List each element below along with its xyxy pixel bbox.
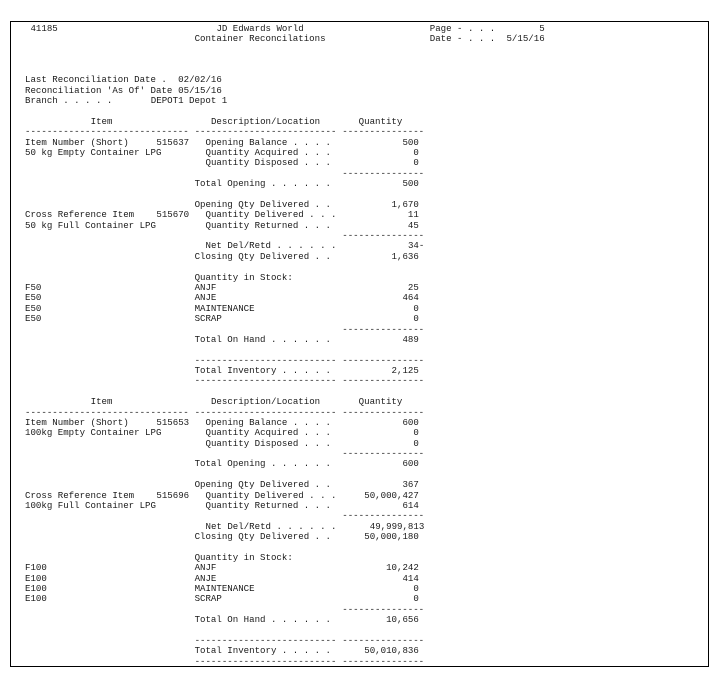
closing-qty-delivered-value: 1,636	[391, 250, 419, 262]
last-recon-label: Last Reconciliation Date .	[25, 74, 167, 86]
quantity-delivered-label: Quantity Delivered . . .	[205, 209, 337, 221]
column-header-item: Item	[90, 115, 113, 127]
total-opening-value: 500	[402, 178, 419, 190]
total-opening-value: 600	[402, 458, 419, 470]
net-del-retd-value: 34-	[407, 240, 425, 252]
column-header-quantity: Quantity	[358, 396, 403, 408]
stock-location: SCRAP	[194, 593, 222, 605]
total-opening-label: Total Opening . . . . . .	[194, 458, 331, 470]
report-title: Container Reconcilations	[194, 32, 326, 44]
opening-balance-label: Opening Balance . . . .	[205, 136, 332, 148]
opening-balance-value: 600	[402, 416, 419, 428]
date-label: Date - . . .	[429, 32, 496, 44]
divider: ------------------------------	[25, 406, 189, 418]
quantity-delivered-value: 50,000,427	[364, 489, 419, 501]
cross-reference-label: Cross Reference Item	[25, 489, 135, 501]
as-of-value: 05/15/16	[178, 84, 222, 96]
column-header-quantity: Quantity	[358, 115, 403, 127]
total-on-hand-label: Total On Hand . . . . . .	[194, 614, 331, 626]
closing-qty-delivered-label: Closing Qty Delivered . .	[194, 250, 331, 262]
stock-item: F100	[25, 562, 47, 574]
stock-quantity: 414	[402, 572, 419, 584]
divider: ---------------	[342, 634, 425, 646]
item-number-label: Item Number (Short)	[25, 416, 129, 428]
stock-location: SCRAP	[194, 313, 222, 325]
column-header-description: Description/Location	[210, 396, 321, 408]
stock-item: E100	[25, 593, 47, 605]
closing-qty-delivered-value: 50,000,180	[364, 531, 419, 543]
stock-quantity: 10,242	[386, 562, 419, 574]
item-description: 50 kg Empty Container LPG	[25, 147, 162, 159]
total-inventory-value: 50,010,836	[364, 645, 419, 657]
program-id: 41185	[30, 22, 58, 34]
stock-item: E100	[25, 572, 47, 584]
stock-quantity: 0	[413, 302, 419, 314]
divider: ---------------	[342, 375, 425, 387]
stock-quantity: 0	[413, 583, 419, 595]
as-of-label: Reconciliation 'As Of' Date	[25, 84, 173, 96]
item-number-short: 515637	[156, 136, 190, 148]
quantity-acquired-label: Quantity Acquired . . .	[205, 427, 332, 439]
quantity-disposed-value: 0	[413, 157, 419, 169]
total-inventory-value: 2,125	[391, 365, 419, 377]
stock-location: MAINTENANCE	[194, 302, 255, 314]
divider: ---------------	[342, 655, 425, 667]
total-on-hand-value: 489	[402, 333, 419, 345]
divider: --------------------------	[194, 126, 337, 138]
divider: ---------------	[342, 448, 425, 460]
quantity-disposed-label: Quantity Disposed . . .	[205, 437, 332, 449]
page-label: Page - . . .	[429, 22, 496, 34]
divider: --------------------------	[194, 406, 337, 418]
divider: --------------------------	[194, 375, 337, 387]
quantity-returned-label: Quantity Returned . . .	[205, 499, 332, 511]
quantity-in-stock-label: Quantity in Stock:	[194, 551, 293, 563]
divider: ---------------	[342, 354, 425, 366]
cross-reference-description: 100kg Full Container LPG	[25, 499, 156, 511]
stock-quantity: 0	[413, 313, 419, 325]
company-name: JD Edwards World	[216, 22, 304, 34]
net-del-retd-label: Net Del/Retd . . . . . .	[205, 240, 337, 252]
cross-reference-label: Cross Reference Item	[25, 209, 135, 221]
quantity-in-stock-label: Quantity in Stock:	[194, 271, 293, 283]
quantity-acquired-value: 0	[413, 147, 419, 159]
stock-item: E50	[25, 313, 42, 325]
quantity-delivered-label: Quantity Delivered . . .	[205, 489, 337, 501]
report-date: 5/15/16	[506, 32, 545, 44]
branch-label: Branch . . . . .	[25, 95, 113, 107]
quantity-disposed-value: 0	[413, 437, 419, 449]
stock-location: MAINTENANCE	[194, 583, 255, 595]
branch-value: DEPOT1 Depot 1	[150, 95, 228, 107]
total-on-hand-label: Total On Hand . . . . . .	[194, 333, 331, 345]
divider: ---------------	[342, 126, 425, 138]
opening-qty-delivered-value: 1,670	[391, 198, 419, 210]
quantity-returned-value: 614	[402, 499, 419, 511]
total-inventory-label: Total Inventory . . . . .	[194, 365, 331, 377]
total-opening-label: Total Opening . . . . . .	[194, 178, 331, 190]
opening-qty-delivered-value: 367	[402, 479, 419, 491]
stock-quantity: 25	[407, 282, 419, 293]
column-header-description: Description/Location	[210, 115, 321, 127]
quantity-returned-label: Quantity Returned . . .	[205, 219, 332, 231]
divider: --------------------------	[194, 354, 337, 366]
divider: ---------------	[342, 510, 425, 522]
divider: ---------------	[342, 406, 425, 418]
total-inventory-label: Total Inventory . . . . .	[194, 645, 331, 657]
stock-item: E50	[25, 302, 42, 314]
item-number-short: 515653	[156, 416, 190, 428]
item-description: 100kg Empty Container LPG	[25, 427, 162, 439]
stock-location: ANJF	[194, 562, 217, 574]
divider: ---------------	[342, 603, 425, 615]
divider: ---------------	[342, 230, 425, 242]
quantity-disposed-label: Quantity Disposed . . .	[205, 157, 332, 169]
quantity-returned-value: 45	[407, 219, 419, 231]
page-number: 5	[539, 22, 545, 34]
closing-qty-delivered-label: Closing Qty Delivered . .	[194, 531, 331, 543]
stock-quantity: 464	[402, 292, 419, 304]
opening-qty-delivered-label: Opening Qty Delivered . .	[194, 479, 331, 491]
opening-balance-value: 500	[402, 136, 419, 148]
divider: ---------------	[342, 323, 425, 335]
divider: ---------------	[342, 167, 425, 179]
stock-item: E100	[25, 583, 47, 595]
stock-quantity: 0	[413, 593, 419, 605]
cross-reference-description: 50 kg Full Container LPG	[25, 219, 156, 231]
stock-item: E50	[25, 292, 42, 304]
opening-balance-label: Opening Balance . . . .	[205, 416, 332, 428]
stock-location: ANJE	[194, 572, 217, 584]
divider: --------------------------	[194, 655, 337, 667]
net-del-retd-value: 49,999,813	[369, 520, 425, 532]
quantity-acquired-value: 0	[413, 427, 419, 439]
quantity-delivered-value: 11	[407, 209, 419, 221]
last-recon-value: 02/02/16	[178, 74, 222, 86]
cross-reference-item: 515696	[156, 489, 190, 501]
column-header-item: Item	[90, 396, 113, 408]
total-on-hand-value: 10,656	[386, 614, 419, 626]
cross-reference-item: 515670	[156, 209, 190, 221]
opening-qty-delivered-label: Opening Qty Delivered . .	[194, 198, 331, 210]
quantity-acquired-label: Quantity Acquired . . .	[205, 147, 332, 159]
stock-location: ANJE	[194, 292, 217, 304]
item-number-label: Item Number (Short)	[25, 136, 129, 148]
stock-location: ANJF	[194, 282, 217, 293]
divider: --------------------------	[194, 634, 337, 646]
net-del-retd-label: Net Del/Retd . . . . . .	[205, 520, 337, 532]
stock-item: F50	[25, 282, 42, 293]
divider: ------------------------------	[25, 126, 189, 138]
